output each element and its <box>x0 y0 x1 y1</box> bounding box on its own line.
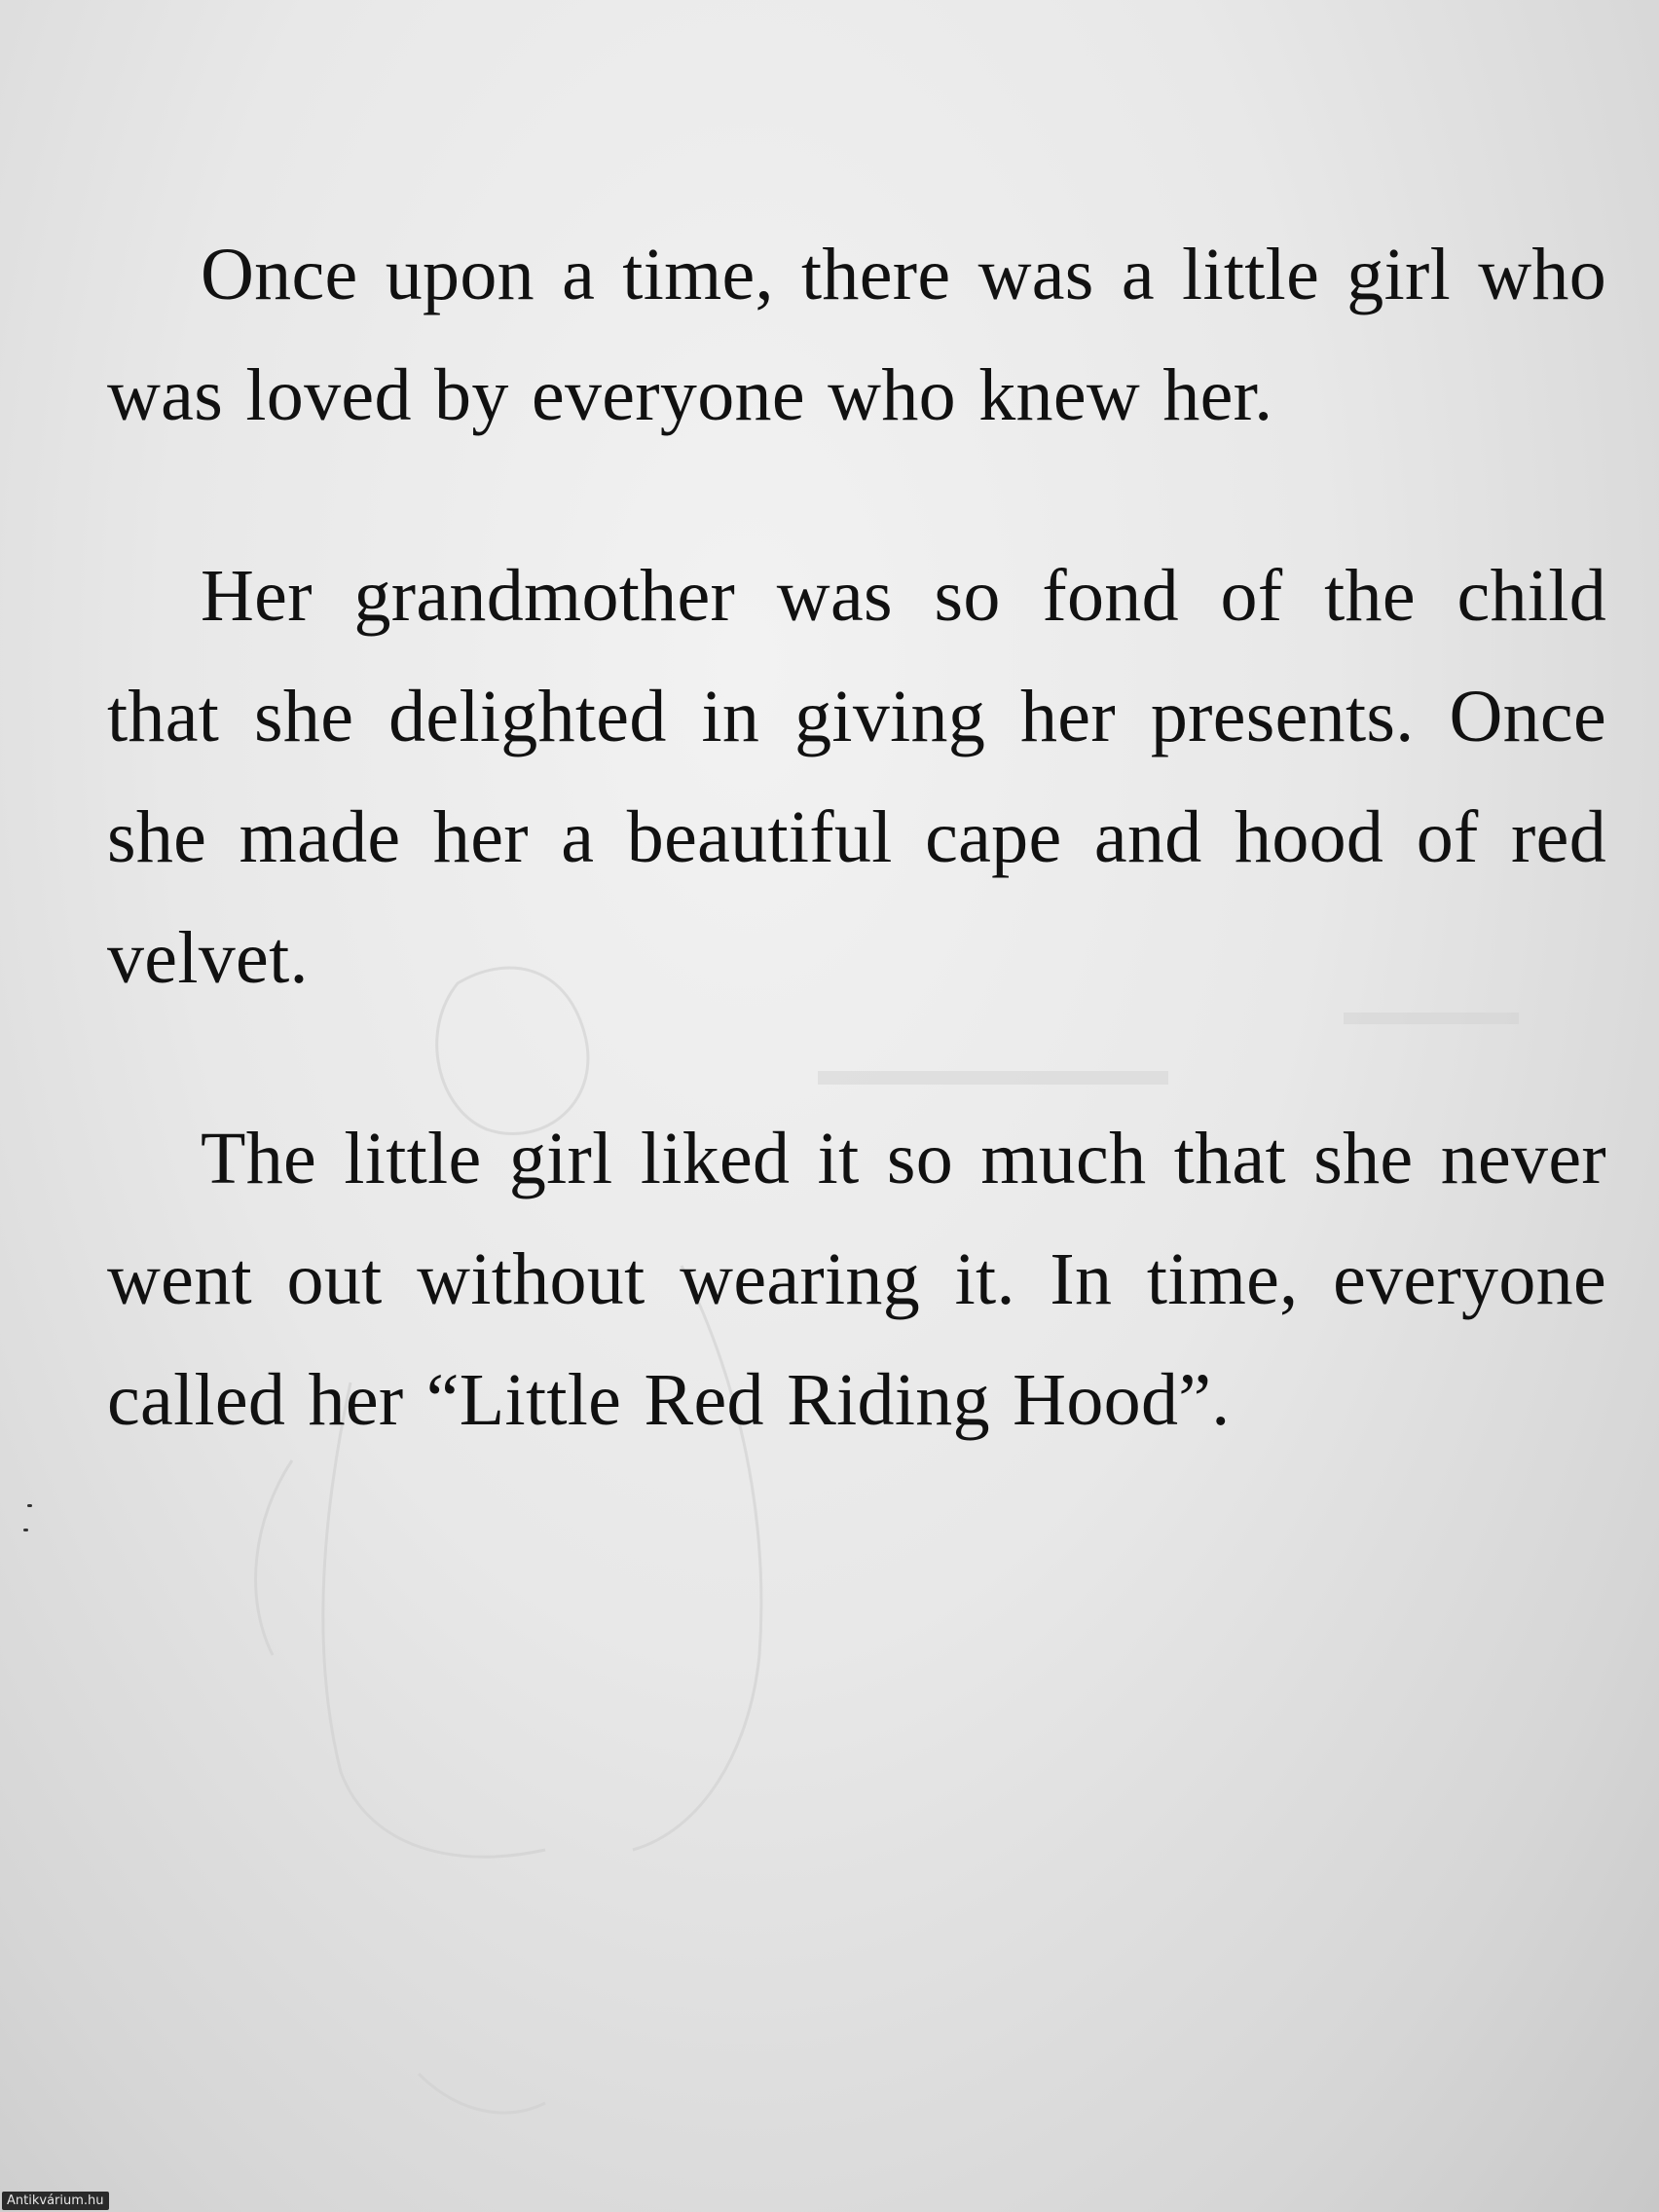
watermark-label: Antikvárium.hu <box>2 2192 109 2210</box>
text-line: Her grandmother was so fond of the child <box>201 555 1606 637</box>
paragraph-3 <box>107 1098 1606 1460</box>
text-line: went out without wearing it. In time, everyone <box>107 1238 1606 1320</box>
story-text <box>107 214 1606 1540</box>
text-line: was loved by everyone who knew her. <box>107 354 1273 436</box>
text-line: called her “Little Red Riding Hood”. <box>107 1359 1231 1441</box>
text-line: velvet. <box>107 917 309 999</box>
text-line: The little girl liked it so much that she never <box>201 1118 1606 1199</box>
page-speck <box>27 1504 32 1507</box>
text-line: Once upon a time, there was a little girl who <box>201 234 1606 315</box>
paragraph-2 <box>107 535 1606 1018</box>
page-speck <box>23 1529 28 1531</box>
text-line: that she delighted in giving her presents. Once <box>107 676 1606 757</box>
paragraph-1 <box>107 214 1606 456</box>
text-line: she made her a beautiful cape and hood of red <box>107 796 1606 878</box>
